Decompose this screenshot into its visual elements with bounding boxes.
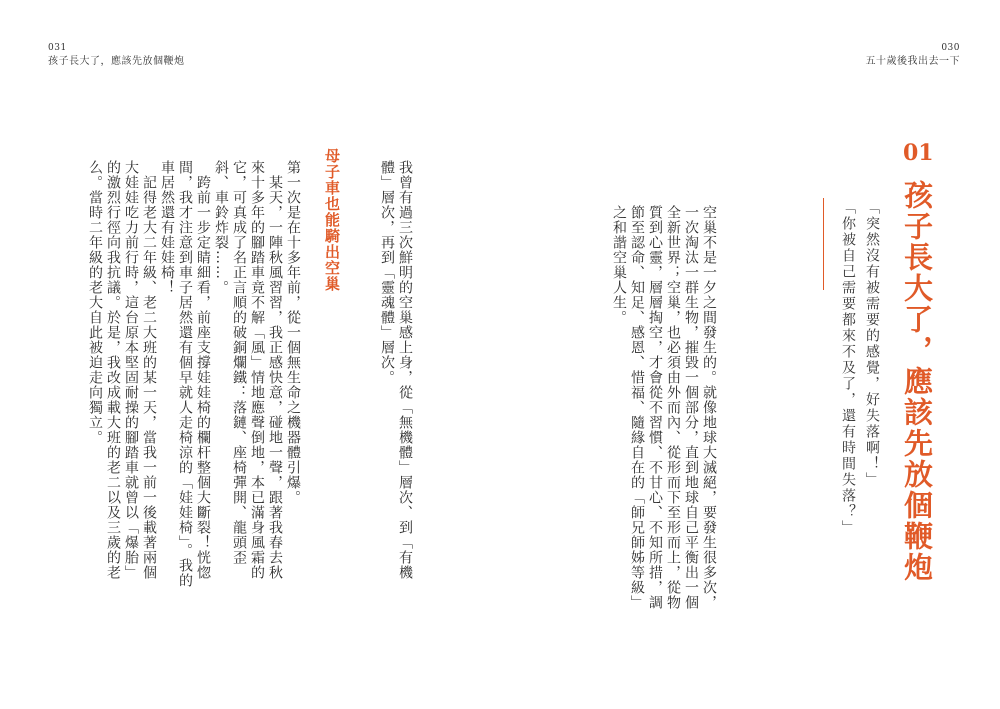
chapter-title: 孩子長大了，應該先放個鞭炮 <box>900 180 934 583</box>
left-page-number: 031 <box>48 43 67 53</box>
left-body-main: 第一次是在十多年前，從一個無生命之機器體引爆。 某天，一陣秋風習習，我正感快意，碰地一聲，跟著我春去秋來十多年的腳踏車竟不解「風」情地應聲倒地，本已滿身風霜的它，可真成了名正言順的破銅爛鐵：落鏈、座椅彈開、龍頭歪斜、車鈴炸裂……。 跨前一步定睛細看，前座支撐娃娃椅的欄杆整個大斷裂！恍惚間，我才注意到車子居然還有個早就人走椅涼的「娃娃椅」。我的車居然還有娃娃椅！ 記得老大二年級、老二大班的某一天，當我一前一後載著兩個大娃娃吃力前行時，這台原本堅固耐操的腳踏車就曾以「爆胎」的激烈行徑向我抗議。於是，我改成載大班的老二以及三歲的老么。當時二年級的老大自此被迫走向獨立。 <box>87 160 301 588</box>
left-running-head <box>48 42 185 68</box>
right-body: 空巢不是一夕之間發生的。就像地球大滅絕，要發生很多次，一次淘汰一群生物，摧毀一個部分，直到地球自己平衡出一個全新世界；空巢，也必須由外而內、從形而下至形而上，從物質到心靈，層層掏空，才會從不習慣、不甘心、不知所措，調節至認命、知足、感恩、惜福、隨緣自在的「師兄師姊等級」之和諧空巢人生。 <box>611 205 717 610</box>
right-running-head-title: 五十歲後我出去一下 <box>865 56 960 67</box>
left-running-head-title: 孩子長大了，應該先放個鞭炮 <box>48 56 185 67</box>
chapter-subtitle-1: 「突然沒有被需要的感覺，好失落啊！」 <box>864 200 880 488</box>
accent-divider <box>823 198 824 290</box>
left-body-intro: 我曾有過三次鮮明的空巢感上身，從「無機體」層次、到「有機體」層次，再到「靈魂體」層次。 <box>379 160 413 580</box>
right-running-head <box>866 42 961 68</box>
section-heading: 母子車也能騎出空巢 <box>323 148 341 292</box>
right-page-number: 030 <box>941 43 960 53</box>
chapter-number: 01 <box>903 140 934 166</box>
right-page <box>500 0 1000 709</box>
chapter-subtitle-2: 「你被自己需要都來不及了，還有時間失落？」 <box>840 200 856 536</box>
